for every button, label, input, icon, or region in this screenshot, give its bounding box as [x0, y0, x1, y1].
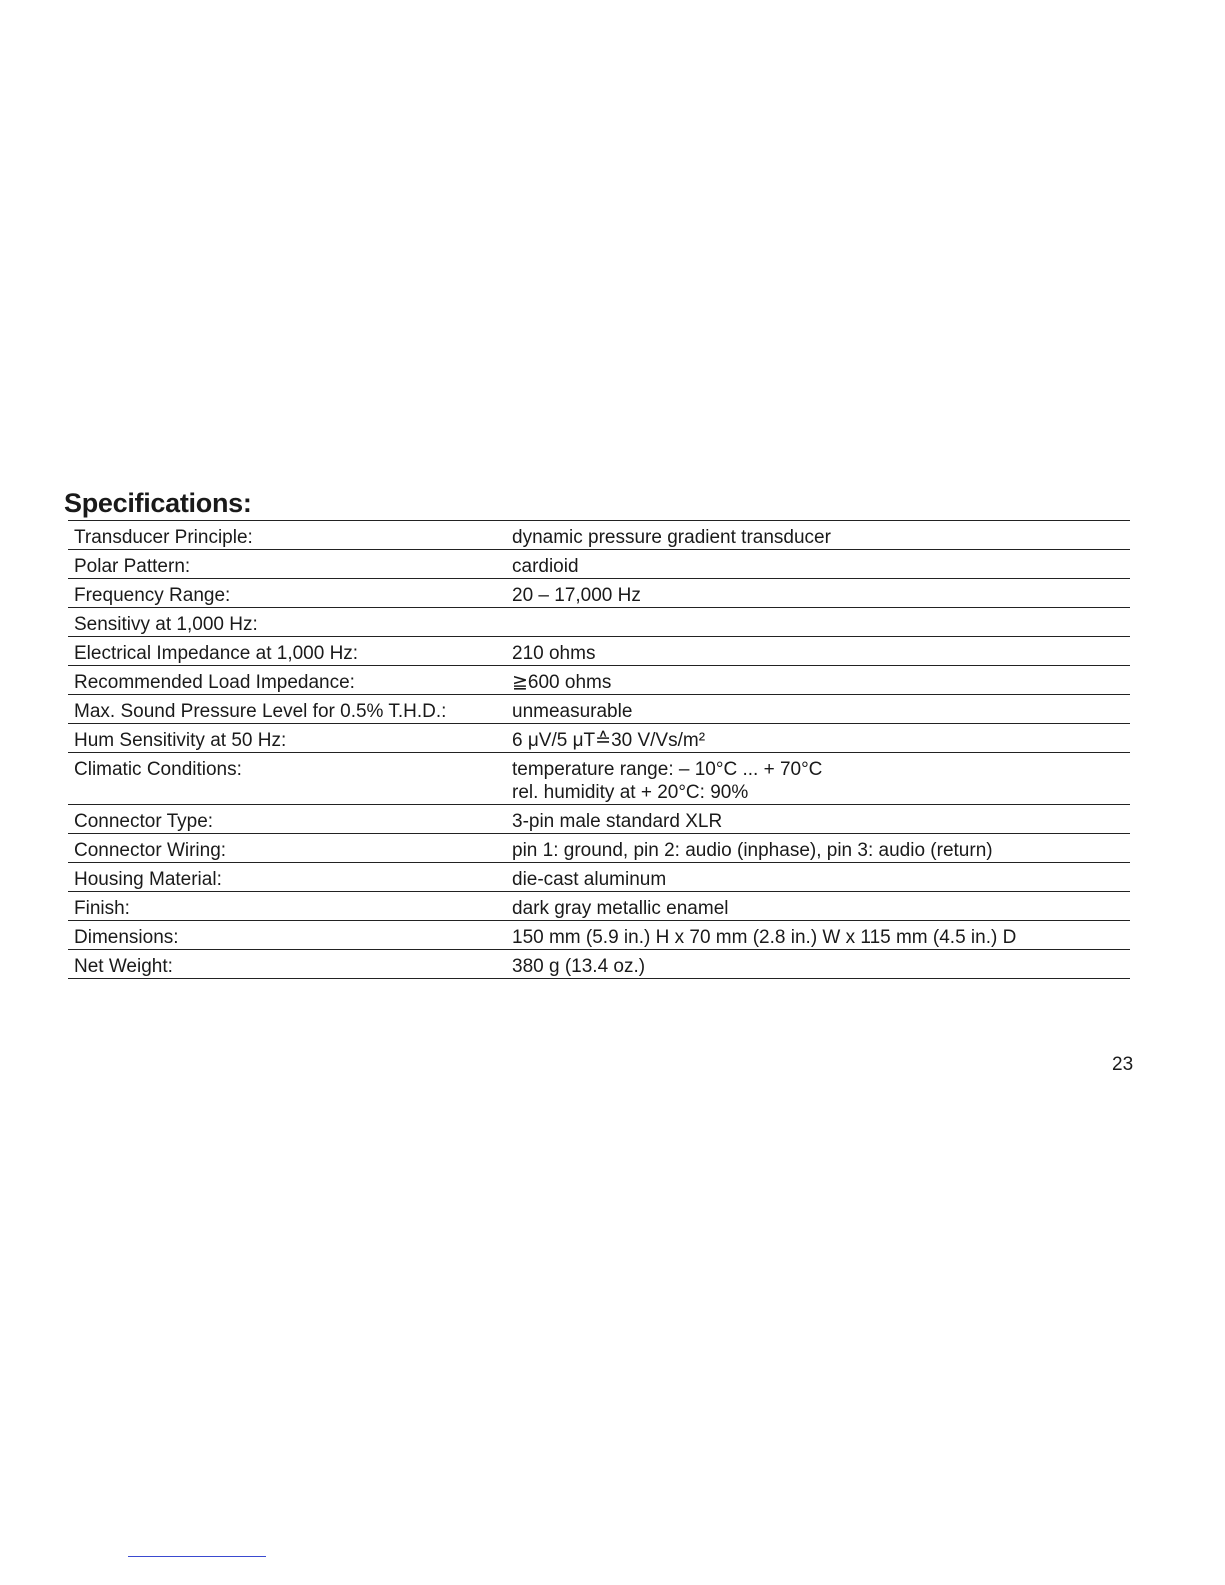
spec-label: Connector Wiring:: [74, 840, 227, 861]
spec-label: Dimensions:: [74, 927, 179, 948]
spec-label: Frequency Range:: [74, 585, 231, 606]
spec-value-line: 150 mm (5.9 in.) H x 70 mm (2.8 in.) W x 115 mm (4.5 in.) D: [512, 927, 1017, 948]
spec-row-electrical-impedance: [68, 637, 1130, 666]
spec-value: [512, 671, 1130, 694]
spec-value: [512, 868, 1130, 891]
spec-value-line: pin 1: ground, pin 2: audio (inphase), pin 3: audio (return): [512, 840, 993, 861]
spec-value-line: ≧600 ohms: [512, 672, 612, 693]
spec-label: Climatic Conditions:: [74, 759, 242, 780]
spec-label: Electrical Impedance at 1,000 Hz:: [74, 643, 359, 664]
spec-value: [512, 839, 1130, 862]
spec-value: [512, 584, 1130, 607]
spec-value-line: 3-pin male standard XLR: [512, 811, 723, 832]
spec-row-sensitivity: [68, 608, 1130, 637]
spec-value-line: 210 ohms: [512, 643, 596, 664]
spec-label: Max. Sound Pressure Level for 0.5% T.H.D.:: [74, 701, 447, 722]
spec-label: Connector Type:: [74, 811, 214, 832]
spec-table: [68, 520, 1130, 979]
spec-value: [512, 955, 1130, 978]
spec-row-max-spl: [68, 695, 1130, 724]
spec-value-line: 20 – 17,000 Hz: [512, 585, 641, 606]
spec-value-line: 380 g (13.4 oz.): [512, 956, 646, 977]
spec-label: Polar Pattern:: [74, 556, 191, 577]
spec-value-line: die-cast aluminum: [512, 869, 667, 890]
spec-value-line: dynamic pressure gradient transducer: [512, 527, 831, 548]
spec-value: [512, 700, 1130, 723]
spec-row-transducer-principle: [68, 521, 1130, 550]
spec-label: Transducer Principle:: [74, 527, 253, 548]
page-number: 23: [1112, 1054, 1134, 1075]
spec-row-polar-pattern: [68, 550, 1130, 579]
spec-row-net-weight: [68, 950, 1130, 979]
spec-row-climatic-conditions: [68, 753, 1130, 805]
spec-label: Hum Sensitivity at 50 Hz:: [74, 730, 287, 751]
spec-row-housing-material: [68, 863, 1130, 892]
spec-row-hum-sensitivity: [68, 724, 1130, 753]
spec-row-frequency-range: [68, 579, 1130, 608]
spec-value-line: temperature range: – 10°C ... + 70°C: [512, 759, 823, 780]
footer-link-underline[interactable]: [128, 1556, 266, 1557]
spec-value-line: 6 μV/5 μT≙30 V/Vs/m²: [512, 730, 706, 751]
spec-value-line: unmeasurable: [512, 701, 633, 722]
spec-value: [512, 555, 1130, 578]
spec-value-line: dark gray metallic enamel: [512, 898, 729, 919]
spec-value: [512, 810, 1130, 833]
spec-value: [512, 758, 1130, 804]
spec-value: [512, 729, 1130, 752]
spec-row-finish: [68, 892, 1130, 921]
spec-label: Net Weight:: [74, 956, 173, 977]
spec-label: Housing Material:: [74, 869, 222, 890]
spec-value-line: cardioid: [512, 556, 579, 577]
spec-value: [512, 926, 1130, 949]
spec-value: [512, 613, 1130, 636]
spec-row-dimensions: [68, 921, 1130, 950]
spec-row-connector-wiring: [68, 834, 1130, 863]
spec-value: [512, 526, 1130, 549]
spec-label: Finish:: [74, 898, 130, 919]
page-title: Specifications:: [64, 488, 252, 518]
spec-row-connector-type: [68, 805, 1130, 834]
spec-row-load-impedance: [68, 666, 1130, 695]
spec-label: Sensitivy at 1,000 Hz:: [74, 614, 258, 635]
spec-label: Recommended Load Impedance:: [74, 672, 355, 693]
spec-value: [512, 897, 1130, 920]
spec-value: [512, 642, 1130, 665]
spec-value-line: rel. humidity at + 20°C: 90%: [512, 782, 749, 803]
